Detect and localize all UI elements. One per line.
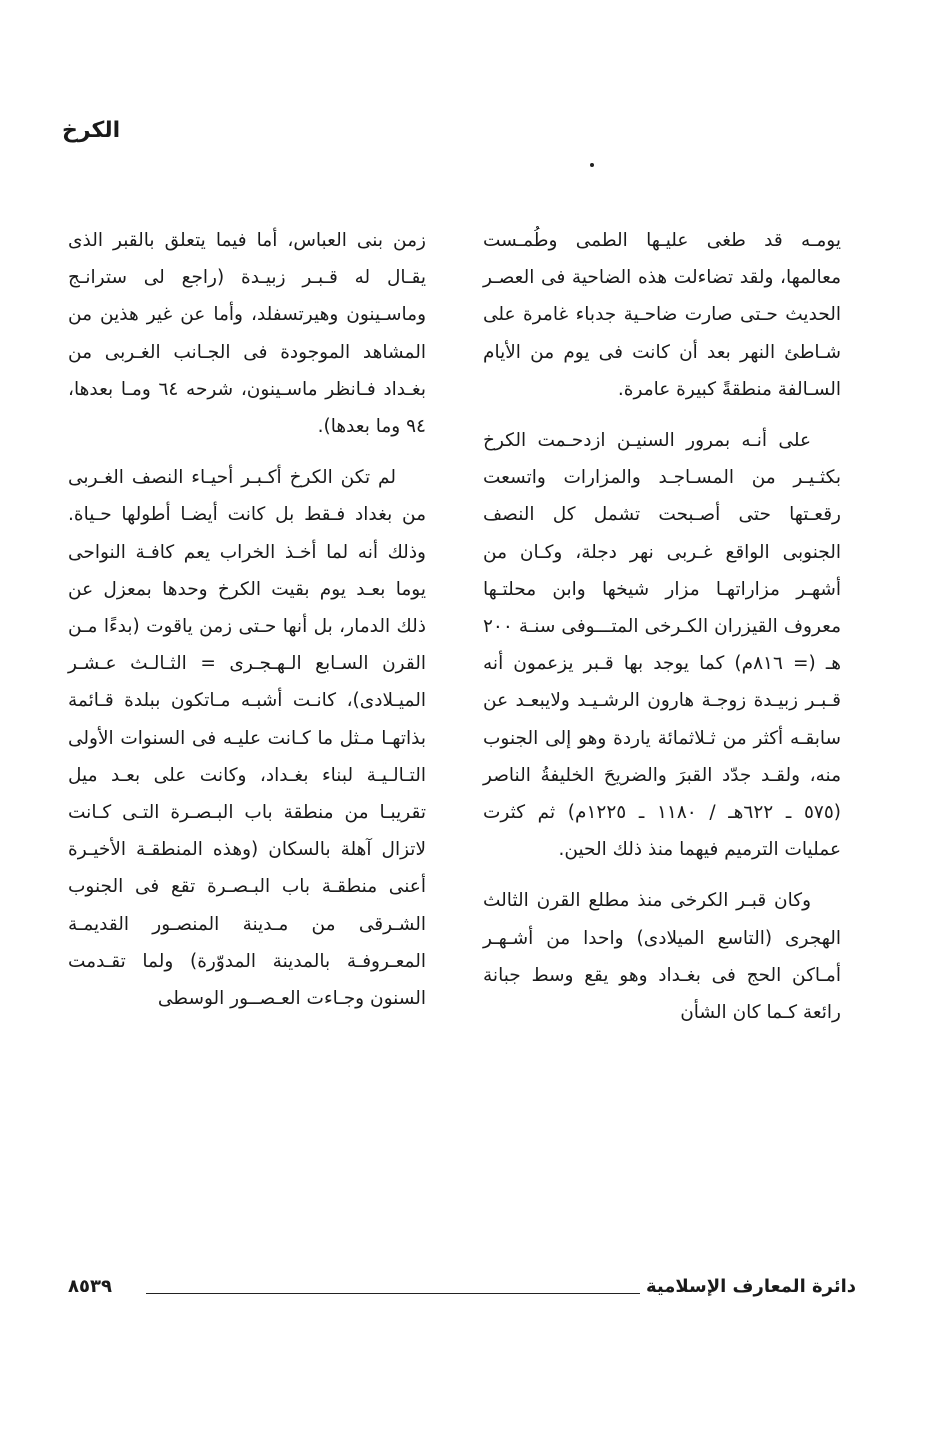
page-header-title: الكرخ xyxy=(62,118,121,143)
right-column xyxy=(483,222,841,1045)
page-footer xyxy=(68,1276,856,1302)
paragraph: وكان قبـر الكرخى منذ مطلع القرن الثالث الهجرى (التاسع الميلادى) واحدا من أشـهـر أمـاكن الحج فى بغـداد وهو يقع وسط جبانة رائعة كـما كان الشأن xyxy=(483,890,841,1024)
page-number: ٨٥٣٩ xyxy=(68,1276,112,1297)
footer-rule xyxy=(146,1293,640,1294)
paragraph: على أنـه بمرور السنيـن ازدحـمت الكرخ بكثـيـر من المسـاجـد والمزارات واتسعت رقعـتها حتى أصـبحت تشمل كل النصف الجنوبى الواقع غـربى نهر دجلة، وكـان من أشهـر مزاراتهـا مزار شيخها وابن محلتـها معروف القيزران الكـرخى المتـــوفى سنـة ٢٠٠ هـ (= ٨١٦م) كما يوجد بها قـبر يزعمون أنه قـبـر زبيـدة زوجـة هارون الرشـيـد ولايبعـد عن سابقـه أكثر من ثـلاثمائة ياردة وهو إلى الجنوب منه، ولقـد جدّد القبرَ والضريحَ الخليفةُ الناصر (٥٧٥ ـ ٦٢٢هـ / ١١٨٠ ـ ١٢٢٥م) ثم كثرت عمليات الترميم فيهما منذ ذلك الحين. xyxy=(483,430,842,861)
paragraph: لم تكن الكرخ أكـبـر أحيـاء النصف الغـربى من بغداد فـقط بل كانت أيضـا أطولها حـياة. وذلك أنه لما أخـذ الخراب يعم كافـة النواحى يوما بعـد يوم بقيت الكرخ وحدها بمعزل عن ذلك الدمار، بل أنها حـتى زمن ياقوت (بدءًا مـن القرن السـابع الـهـجـرى = الثـالـث عـشـر الميـلادى)، كانـت أشبـه مـاتكون ببلدة قـائمة بذاتهـا مـثل ما كـانت عليـه فى السنوات الأولى التـالـيـة لبناء بغـداد، وكانت على بعـد ميل تقريبـا من منطقة باب البـصـرة التـى كـانت لاتزال آهلة بالسكان (وهذه المنطقـة الأخيـرة أعنى منطقـة باب البـصـرة تقع فى الجنوب الشـرقى من مـدينة المنصـور القديمـة المعـروفـة بالمدينة المدوّرة) ولما تقـدمت السنون وجـاءت العـصــور الوسطى xyxy=(68,467,426,1010)
paragraph: يومـه قد طغى عليـها الطمى وطُمـست معالمها، ولقد تضاءلت هذه الضاحية فى العصـر الحديث حـتى صارت ضاحـية جدباء غامرة على شـاطئ النهر بعد أن كانت فى يوم من الأيام السـالفة منطقةً كبيرة عامرة. xyxy=(483,230,841,400)
left-column xyxy=(68,222,426,1031)
stray-dot xyxy=(590,163,594,167)
paragraph: زمن بنى العباس، أما فيما يتعلق بالقبر الذى يقـال له قـبـر زبيـدة (راجع لى سترانـج وماسـينون وهيرتسفلد، وأما عن غير هذين من المشاهد الموجودة فى الجـانب الغـربى من بغـداد فـانظر ماسـينون، شرحه ٦٤ ومـا بعدها، ٩٤ وما بعدها). xyxy=(68,230,426,438)
footer-publication-title: دائرة المعارف الإسلامية xyxy=(645,1276,856,1297)
